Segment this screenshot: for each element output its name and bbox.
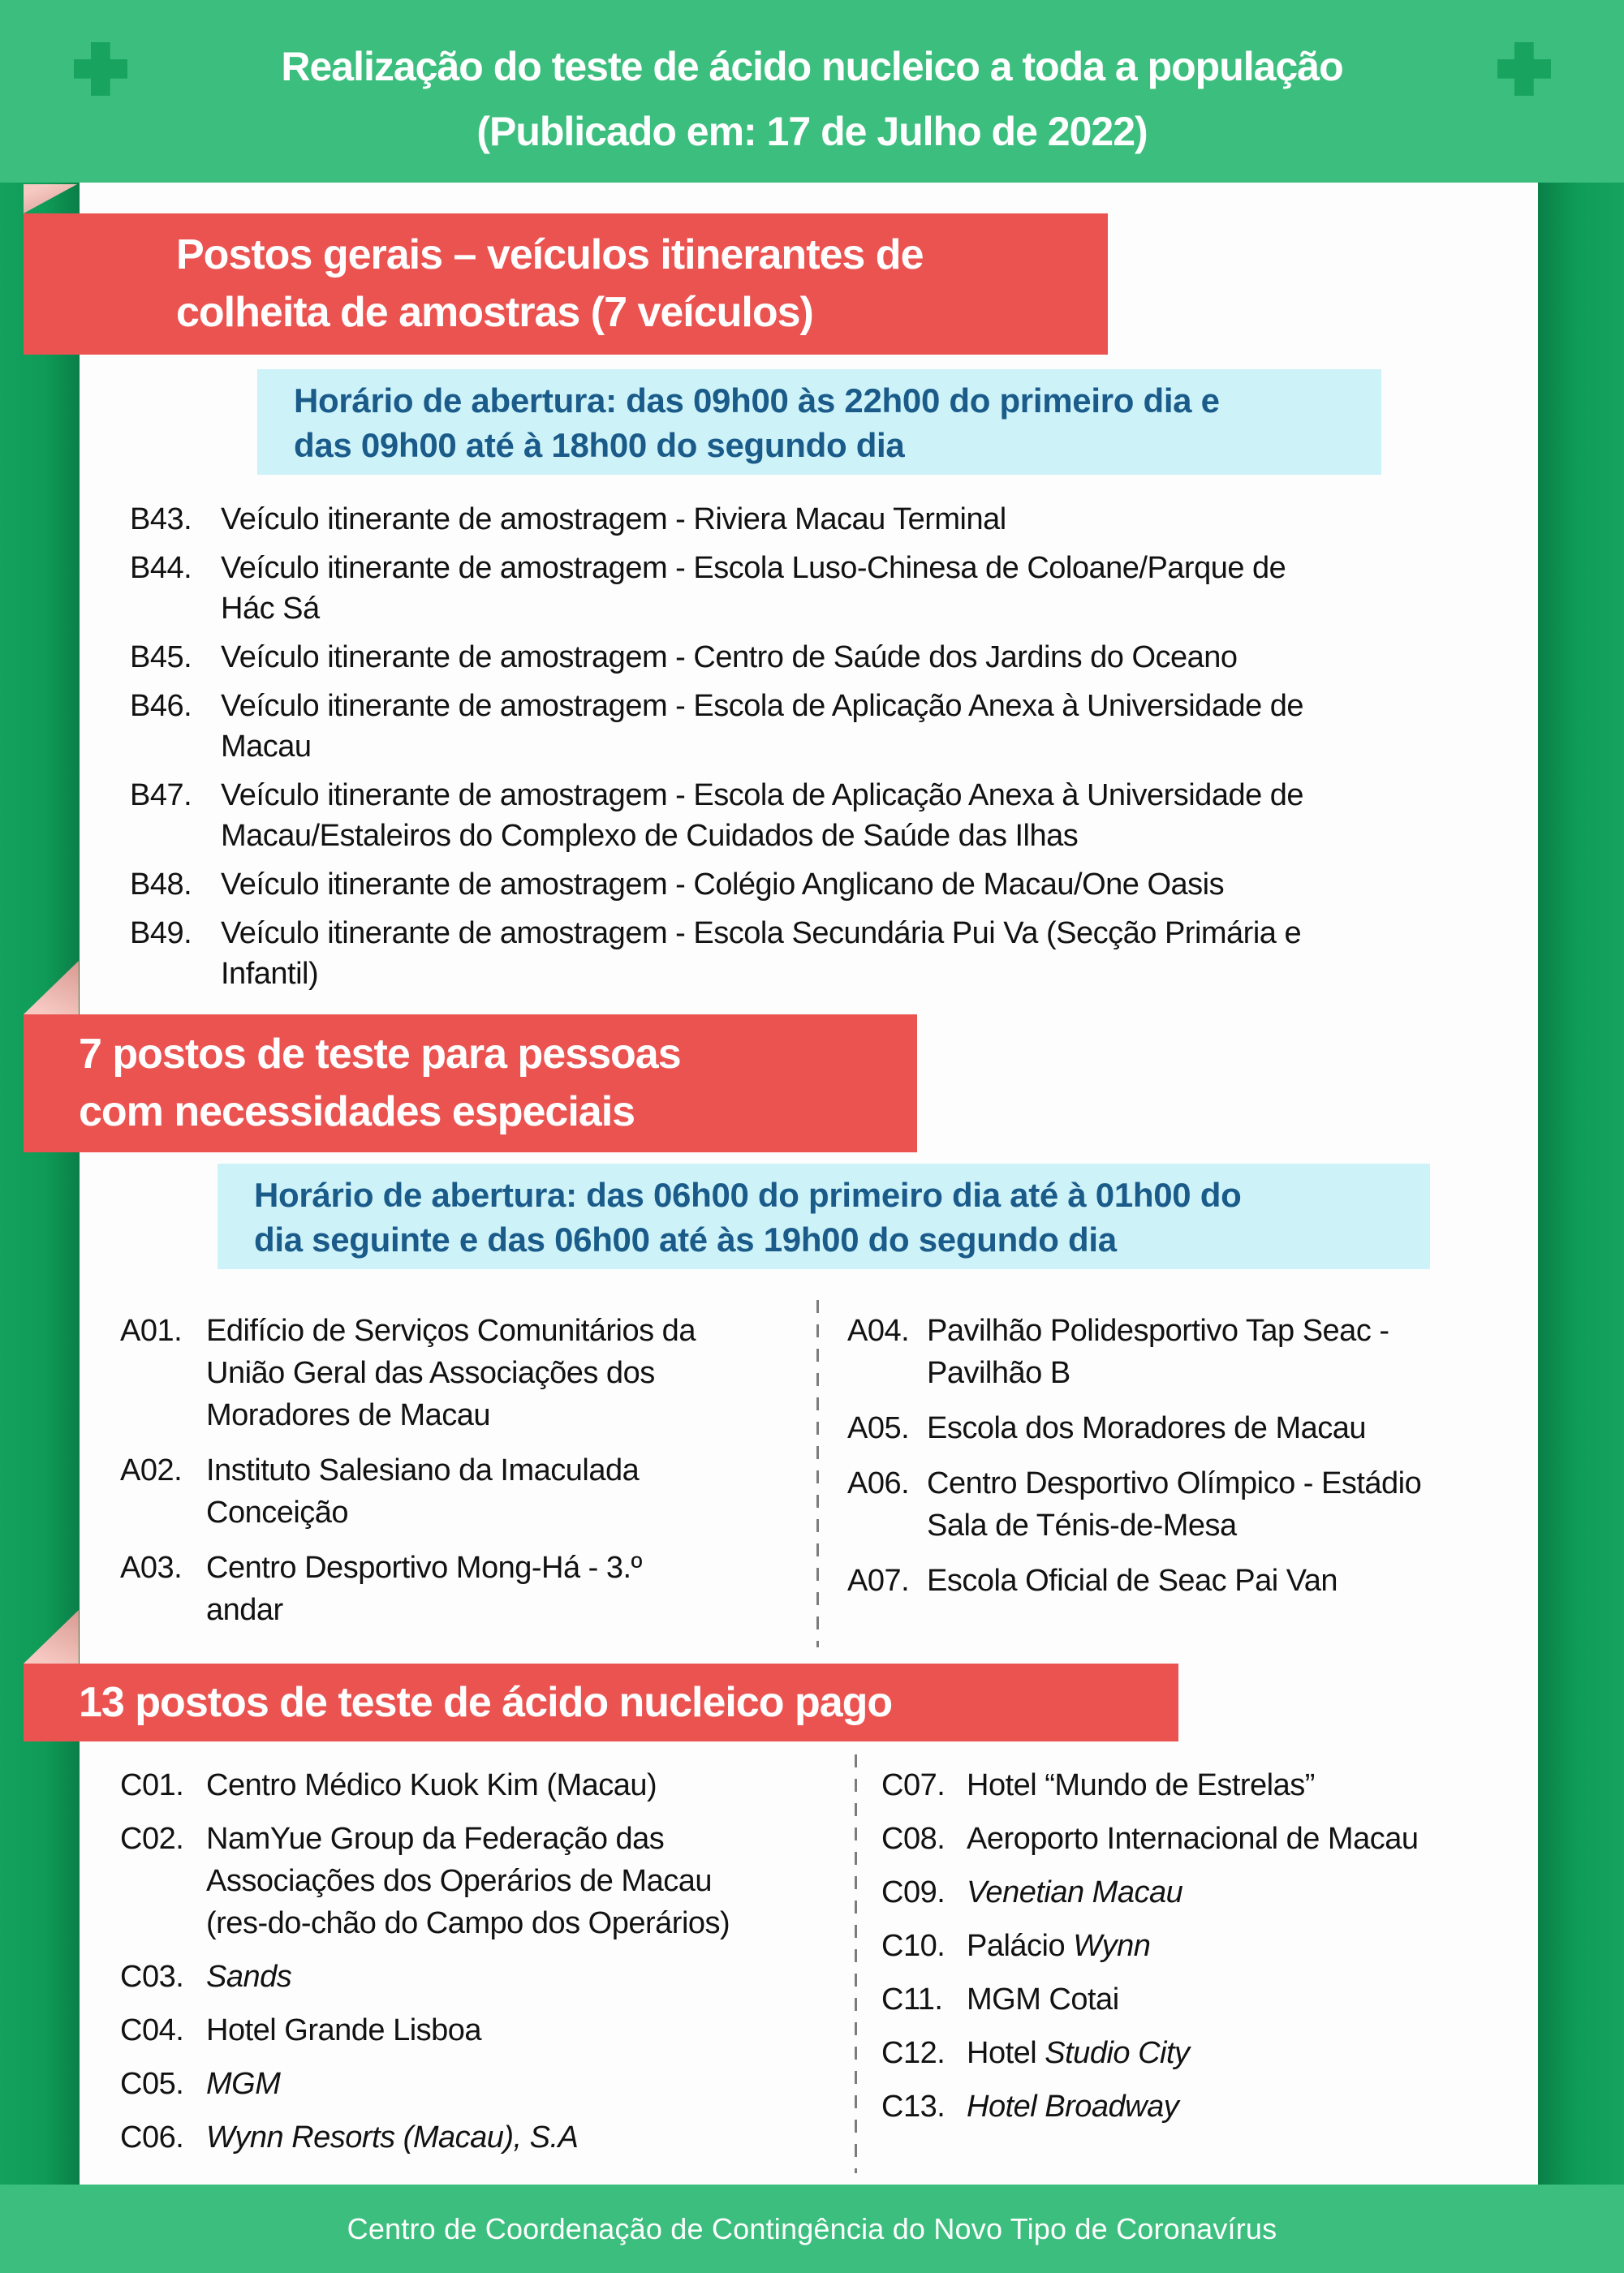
dashed-divider xyxy=(855,1754,857,2173)
paid-tests-list-left xyxy=(120,1764,856,2170)
item-text: Palácio Wynn xyxy=(967,1929,1151,1963)
item-text: Hotel “Mundo de Estrelas” xyxy=(967,1768,1315,1802)
list-item xyxy=(881,1925,1477,1967)
list-item xyxy=(881,1871,1477,1914)
section-title: 7 postos de teste para pessoas com necessidades especiais xyxy=(79,1031,681,1135)
opening-hours-box xyxy=(218,1164,1430,1269)
item-number: B45. xyxy=(130,640,192,674)
item-text: Veículo itinerante de amostragem - Escola de Aplicação Anexa à Universidade de Macau xyxy=(221,689,1304,764)
list-item xyxy=(881,2086,1477,2128)
section-title-banner-paid-tests xyxy=(24,1664,1178,1741)
item-text: Sands xyxy=(206,1960,292,1994)
item-number: C08. xyxy=(881,1822,946,1856)
list-item xyxy=(120,2116,856,2159)
list-item xyxy=(847,1310,1477,1394)
item-text: Veículo itinerante de amostragem - Colégio Anglicano de Macau/One Oasis xyxy=(221,867,1225,902)
right-green-strip xyxy=(1538,183,1624,2185)
item-text: Wynn Resorts (Macau), S.A xyxy=(206,2120,579,2155)
special-needs-list-right xyxy=(818,1310,1477,1644)
list-item xyxy=(120,1310,818,1436)
medical-cross-icon xyxy=(74,42,127,96)
page-subtitle: (Publicado em: 17 de Julho de 2022) xyxy=(476,109,1148,154)
item-number: C06. xyxy=(120,2120,184,2155)
item-text: Veículo itinerante de amostragem - Escola Luso-Chinesa de Coloane/Parque de Hác Sá xyxy=(221,551,1286,626)
list-item xyxy=(881,1978,1477,2021)
item-text: Hotel Studio City xyxy=(967,2036,1190,2070)
item-number: C12. xyxy=(881,2036,946,2070)
item-text: Edifício de Serviços Comunitários da União Geral das Associações dos Moradores de Macau xyxy=(206,1314,696,1432)
item-text: Hotel Broadway xyxy=(967,2090,1179,2124)
paid-tests-columns xyxy=(120,1764,1477,2170)
list-item xyxy=(130,548,1477,629)
list-item xyxy=(130,686,1477,767)
list-item xyxy=(120,2009,856,2051)
vehicle-list xyxy=(120,499,1477,994)
opening-hours-text: Horário de abertura: das 06h00 do primeiro dia até à 01h00 do dia seguinte e das 06h00 até às 19h00 do segundo dia xyxy=(254,1176,1242,1259)
item-text: MGM Cotai xyxy=(967,1982,1119,2017)
medical-cross-icon xyxy=(1497,42,1551,96)
item-number: A03. xyxy=(120,1551,183,1585)
item-text: MGM xyxy=(206,2067,281,2101)
item-text: Venetian Macau xyxy=(967,1875,1183,1909)
item-text: Centro Desportivo Olímpico - Estádio Sala de Ténis-de-Mesa xyxy=(927,1466,1422,1543)
item-number: C07. xyxy=(881,1768,946,1802)
item-text: Veículo itinerante de amostragem - Escola de Aplicação Anexa à Universidade de Macau/Estaleiros do Complexo de Cuidados de Saúde das Ilhas xyxy=(221,778,1304,853)
list-item xyxy=(847,1462,1477,1547)
page-title: Realização do teste de ácido nucleico a toda a população xyxy=(281,44,1343,89)
item-number: C11. xyxy=(881,1982,943,2017)
list-item xyxy=(130,637,1477,678)
item-text: Centro Desportivo Mong-Há - 3.º andar xyxy=(206,1551,642,1627)
list-item xyxy=(847,1407,1477,1449)
special-needs-columns xyxy=(120,1310,1477,1644)
item-text: Escola Oficial de Seac Pai Van xyxy=(927,1564,1338,1598)
list-item xyxy=(130,864,1477,905)
list-item xyxy=(120,2063,856,2105)
opening-hours-box xyxy=(257,369,1381,475)
paid-tests-list-right xyxy=(856,1764,1477,2170)
opening-hours-text: Horário de abertura: das 09h00 às 22h00 do primeiro dia e das 09h00 até à 18h00 do segundo dia xyxy=(294,381,1220,464)
item-text: Veículo itinerante de amostragem - Escola Secundária Pui Va (Secção Primária e Infantil) xyxy=(221,916,1302,991)
footer-banner xyxy=(0,2185,1624,2273)
item-number: B48. xyxy=(130,867,192,902)
list-item xyxy=(120,1764,856,1806)
item-number: A02. xyxy=(120,1453,183,1487)
item-number: A01. xyxy=(120,1314,183,1348)
list-item xyxy=(881,1764,1477,1806)
item-number: C09. xyxy=(881,1875,946,1909)
special-needs-list-left xyxy=(120,1310,818,1644)
item-number: C03. xyxy=(120,1960,184,1994)
item-text: Hotel Grande Lisboa xyxy=(206,2013,482,2047)
list-item xyxy=(120,1547,818,1631)
list-item xyxy=(130,775,1477,856)
list-item xyxy=(130,913,1477,994)
footer-text: Centro de Coordenação de Contingência do Novo Tipo de Coronavírus xyxy=(347,2211,1277,2245)
item-text: Veículo itinerante de amostragem - Riviera Macau Terminal xyxy=(221,502,1006,536)
item-number: B49. xyxy=(130,916,192,950)
list-item xyxy=(120,1956,856,1998)
item-text: Escola dos Moradores de Macau xyxy=(927,1411,1367,1445)
item-text: Veículo itinerante de amostragem - Centro de Saúde dos Jardins do Oceano xyxy=(221,640,1238,674)
item-number: C02. xyxy=(120,1822,184,1856)
item-text: Pavilhão Polidesportivo Tap Seac - Pavilhão B xyxy=(927,1314,1389,1390)
list-item xyxy=(130,499,1477,540)
item-text: NamYue Group da Federação das Associações dos Operários de Macau (res-do-chão do Campo dos Operários) xyxy=(206,1822,730,1940)
item-number: A06. xyxy=(847,1466,910,1500)
list-item xyxy=(120,1818,856,1944)
item-text: Centro Médico Kuok Kim (Macau) xyxy=(206,1768,657,1802)
header-banner xyxy=(0,0,1624,183)
section-title-banner-special-needs xyxy=(24,1014,917,1152)
item-number: B44. xyxy=(130,551,192,585)
item-number: B46. xyxy=(130,689,192,723)
list-item xyxy=(881,2032,1477,2074)
item-number: B43. xyxy=(130,502,192,536)
item-number: C10. xyxy=(881,1929,946,1963)
dashed-divider xyxy=(816,1300,819,1647)
item-number: C13. xyxy=(881,2090,946,2124)
item-number: C05. xyxy=(120,2067,184,2101)
section-title: 13 postos de teste de ácido nucleico pago xyxy=(79,1679,893,1726)
section-title-banner-vehicles xyxy=(24,213,1108,355)
item-number: A04. xyxy=(847,1314,910,1348)
left-green-strip xyxy=(0,183,80,2185)
list-item xyxy=(120,1449,818,1534)
item-number: A05. xyxy=(847,1411,910,1445)
item-text: Instituto Salesiano da Imaculada Conceição xyxy=(206,1453,640,1530)
list-item xyxy=(847,1560,1477,1602)
item-number: C04. xyxy=(120,2013,184,2047)
item-number: C01. xyxy=(120,1768,184,1802)
section-title: Postos gerais – veículos itinerantes de colheita de amostras (7 veículos) xyxy=(176,231,924,336)
content-card xyxy=(80,183,1538,2185)
list-item xyxy=(881,1818,1477,1860)
poster-body xyxy=(0,183,1624,2185)
item-number: A07. xyxy=(847,1564,910,1598)
item-text: Aeroporto Internacional de Macau xyxy=(967,1822,1419,1856)
item-number: B47. xyxy=(130,778,192,812)
